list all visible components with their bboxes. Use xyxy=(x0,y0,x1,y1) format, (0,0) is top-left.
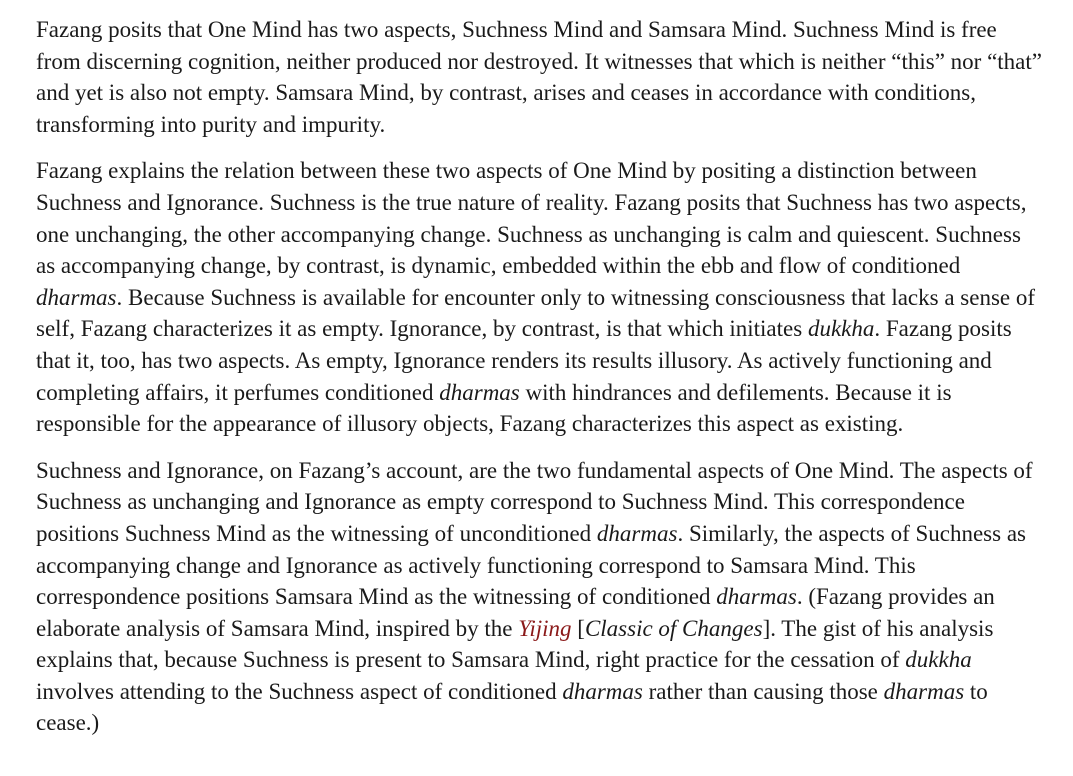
paragraph-3 xyxy=(36,455,1043,739)
text-run: ]. The gist of his analysis explains that, because Suchness is present to Samsara Mind, right practice for the cessation of xyxy=(36,615,994,673)
text-run: [ xyxy=(571,615,585,641)
text-run: . Similarly, the aspects of Suchness as accompanying change and Ignorance as actively functioning correspond to Samsara Mind. This correspondence positions Samsara Mind as the witnessing of conditioned xyxy=(36,520,1026,610)
italic-term: Classic of Changes xyxy=(584,615,763,641)
text-run: Fazang explains the relation between these two aspects of One Mind by positing a distinction between Suchness and Ignorance. Suchness is the true nature of reality. Fazang posits that Suchness has two aspects, one unchanging, the other accompanying change. Suchness as unchanging is calm and quiescent. Suchness as accompanying change, by contrast, is dynamic, embedded within the ebb and flow of conditioned xyxy=(36,158,1027,279)
text-run: Suchness and Ignorance, on Fazang’s account, are the two fundamental aspects of One Mind. The aspects of Suchness as unchanging and Ignorance as empty correspond to Suchness Mind. This correspondence positions Suchness Mind as the witnessing of unconditioned xyxy=(36,457,1033,546)
italic-term: dharmas xyxy=(36,284,117,310)
text-run: . (Fazang provides an elaborate analysis of Samsara Mind, inspired by the xyxy=(36,584,995,641)
text-run: Fazang posits that One Mind has two aspects, Suchness Mind and Samsara Mind. Suchness Mind is free from discerning cognition, neither produced nor destroyed. It witnesses that which is neither “this” nor “that” and yet is also not empty. Samsara Mind, by contrast, arises and ceases in accordance with conditions, transforming into purity and impurity. xyxy=(36,17,1042,137)
italic-term: dukkha xyxy=(905,647,972,673)
text-run: . Because Suchness is available for encounter only to witnessing consciousness that lacks a sense of self, Fazang characterizes it as empty. Ignorance, by contrast, is that which initiates xyxy=(36,284,1036,342)
italic-term: dharmas xyxy=(562,678,643,704)
italic-term: dharmas xyxy=(596,520,678,546)
text-run: with hindrances and defilements. Because it is responsible for the appearance of illusory objects, Fazang characterizes this aspect as existing. xyxy=(36,379,952,437)
italic-term: dharmas xyxy=(716,584,797,610)
italic-term: dukkha xyxy=(807,316,875,342)
text-run: involves attending to the Suchness aspect of conditioned xyxy=(36,678,563,704)
link-yijing[interactable]: Yijing xyxy=(518,615,572,641)
paragraph-1 xyxy=(36,14,1043,140)
text-run: to cease.) xyxy=(36,678,988,736)
italic-term: dharmas xyxy=(883,678,965,704)
paragraph-2 xyxy=(36,155,1043,439)
text-run: . Fazang posits that it, too, has two aspects. As empty, Ignorance renders its results illusory. As actively functioning and completing affairs, it perfumes conditioned xyxy=(36,316,1012,405)
text-run: rather than causing those xyxy=(642,678,884,704)
italic-term: dharmas xyxy=(439,379,520,405)
